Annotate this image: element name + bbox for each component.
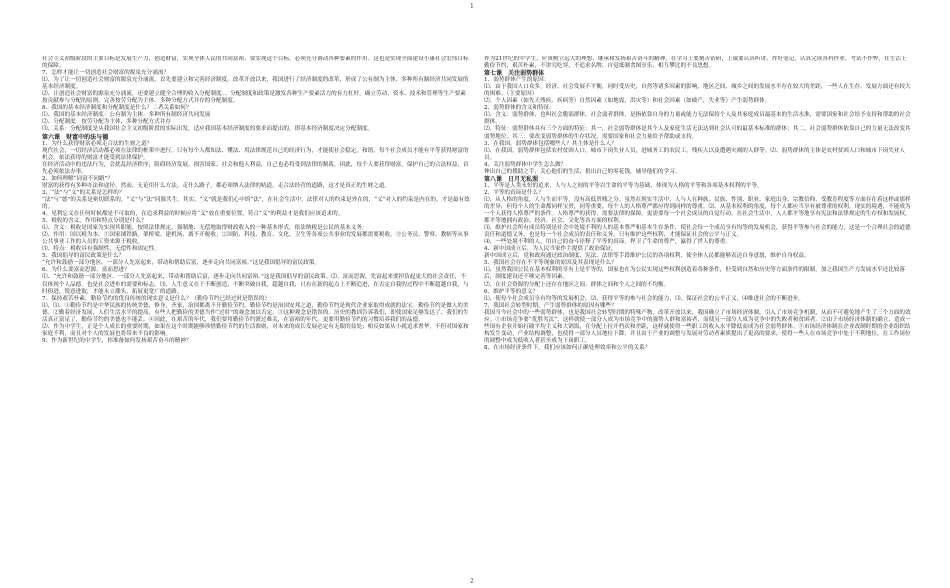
paragraph: ⑴、为了让一切创造社会财富的源泉充分涌流，首先要建立和完善经济制度。改革开放以来，我国进行了经济制度的改革，形成了公有制为主体、多种所有制经济共同发展的基本经济制度。 — [42, 77, 469, 91]
paragraph: ⑴、在我国，弱势群体包括农村贫困人口，城市下岗失业人员，进城务工的农民工，残疾人以及遭遇灾祸的人群等。⑵、弱势群体的主体是农村贫困人口和城市下岗失业人员。 — [484, 147, 906, 161]
question-line: 1、弱势群体产生的原因： — [484, 77, 550, 84]
paragraph: 财富的获得有多种办法和途径。然而，无论用什么方法，走什么路子，都必须纳入法律的轨道，走合法经营的道路，这才是真正的生财之道。 — [42, 182, 391, 189]
right-column — [484, 56, 912, 576]
question-line: 2、弱势群体的含义和特征： — [484, 105, 555, 112]
paragraph: ⑵、作用：国以税为本。①国家铺铁路、架桥梁、建机场、离不开税收；②国防、科技、教育、文化、卫生等各项公共事业的发展都需要税收。③公务员、警察、教师等从事公共事业工作的人员的工资来源于税收。 — [42, 232, 469, 246]
question-line: 9、作为新世纪的中学生，你准备如何发扬艰苦奋斗的精神？ — [42, 337, 192, 344]
paragraph: ⑴、含义：税收是国家为实现其职能，按照法律规定，强制地、无偿地取得财政收入的一种基本形式。依法纳税是公民的基本义务。 — [42, 225, 368, 232]
lesson-heading: 第六课 财富中的法与德 — [42, 133, 109, 141]
question-line: 5、我国倡导的富民政策是什么？ — [42, 253, 125, 260]
question-line: 5、我国社会存在不平等现象的原因及其表现是什么？ — [484, 260, 617, 267]
paragraph: 现代社会，一切经济活动都必须在法律的框架中进行，只有每个人都知法、懂法、用法律规范自己的经济行为，才能使社会稳定，和谐。每个社会成员才能有平等获得财富的机会，依法获得的财富才能受到法律保护。 — [42, 147, 469, 161]
lesson-heading: 第七课 关注弱势群体 — [484, 70, 545, 78]
paragraph: 伸出自己的援助之手，关心他们的生活，捐出自己的零花钱，辅导他们的学习。 — [484, 168, 681, 175]
paragraph: ⑵、在社会资源的分配上还存在地区之间、群体之间和个人之间的不均衡。 — [484, 281, 670, 288]
paragraph: ⑵、作为中学生，正是个人成长的重要时期，如果在这个时期能够珍惜勤俭节约的生活准则，对未来的成长发展必定有无限的益处；相反如果从小就追求奢华，不但对国家和家庭不利，而且对个人的发展也将带来不良的影响。 — [42, 323, 469, 337]
page-number-top: 1 — [470, 3, 474, 10]
question-line: 7、保持艰苦朴素，勤俭节约的优良传统的现实意义是什么？（勤俭节约已经过时是错误的） — [42, 295, 271, 302]
paragraph: ⑶、关系：分配制度是从我国社会主义初级阶段的实际出发，适应我国基本经济制度的要求而提出的，即基本经济制度决定分配制度。 — [42, 126, 374, 133]
paragraph: ⑴、从人格的角度，人与生而平等，没有高低贵贱之分。虽然在现实生活中，人与人在种族、民族、性别、职业、家庭出身、宗教信仰、受教育程度等方面存在着这样或那样的差异，但每个人的生命都同样宝贵，同等重要，每个人的人格尊严都应得到同样的尊重。⑵、从基本权利的角度，每个人都应当享有被尊重的权利。现实的境遇，不能成为一个人获得人格尊严的条件。人格尊严的获得，需要法律的保障，更需要每一个社会成员的自觉行动。在社会生活中，人人都平等地享有宪法和法律规定的生存权和发展权，都平等地拥有政治、经济、社会、文化等各方面的权利。 — [484, 196, 911, 225]
lesson-heading: 第八课 日月无私照 — [484, 175, 539, 183]
question-line: 4、关注弱势群体中学生怎么做？ — [484, 161, 567, 168]
question-line: 2、如何理解“同富不同路”？ — [42, 175, 114, 182]
paragraph: ⑴、由于我国人口众多，经济、社会发展不平衡，同时受历史，自然等诸多因素的影响，地区之间、城乡之间的发展水平存在较大的差距，一些人在生存、发展方面还有较大的困难。（主要原因） — [484, 84, 911, 98]
paragraph: 4、新中国成立后，为人民当家作主提供了政治保证。 — [484, 246, 617, 253]
paragraph: 社会主义初级阶段的主要目标是发展生产力，创造财富，实现全体人民的共同富裕。要实现这个目标，必须充分调动各种要素的作用。这也是实现全面建设小康社会宏伟目标的保障。 — [42, 56, 469, 70]
paragraph: ⑵、特征：弱势群体具有三个方面的特征：其一，社会弱势群体是其个人及家庭生活无法达到社会认可的最基本标准的群体；其二，社会弱势群体依靠自己的力量无法改变其弱势地位；其三：要改变弱势群体的生存状况，需要国家和社会力量给予帮助或支持。 — [484, 126, 911, 140]
left-column — [42, 56, 470, 576]
question-line: 8、在市场经济条件下，我们应该如何正确处理效率和公平的关系？ — [484, 344, 651, 351]
paragraph: 作为21世纪的中学生，应该树立远大的理想，继承和发扬艰苦奋斗的精神，在学习上要刻苦钻研，上课要认真听讲，作好笔记，认真完成各科作业，考试不作弊，在生活上勤俭节约，艰苦朴素，不讲究吃穿，不追求名牌，自觉抵制贪图享乐，相互攀比的不良思想。 — [484, 56, 907, 70]
paragraph: ⑴、使每个社会成员享有均等的发展机会，⑵、获得平等的参与社会的能力，⑶、保证社会的公平正义。⑷维进社会的不断进步。 — [484, 295, 804, 302]
paragraph: 我国当今社会中的一些弱势群体，也是我国社会转型时期的特殊产物。改革开放以来，我国确立了市场经济体制，引入了市场竞争机制，从而不可避免地产生了三个方面的效应。①市场竞争要“优胜劣汰”，这样就使一部分人成为市场竞争中的强势人群和富裕者，而使另一部分人成为竞争中的失败者和贫困者。②由于市场经济体制的确立，造成一些国有企业开始打破平均主义和大锅饭，在分配上拉开档次和差距，这样就使得一些职工的收入水平降低而成为社会弱势群体。③市场经济体制在企业改制时期的企业组织结构发生变动，产业结构调整，也使得一部分人员地位下降，并且由于产业的调整与发展对劳动者素质提出了更高的要求，使得一些人在市场竞争中处于不利地位，在工作岗位的调整中成为低收入者甚至成为下岗职工。 — [484, 309, 911, 344]
paragraph: ⑵、分配制度：按劳分配为主体、多种分配方式并存 — [42, 119, 172, 126]
question-line: 3、在我国，弱势群体包括哪些人？其主体是什么人？ — [484, 140, 617, 147]
paragraph: 新中国成立后，党和政府通过政治制度、宪法、法律等手段维护公民的各项权利，使全体人民都能够表达自身意愿，维护自身权益。 — [484, 253, 810, 260]
paragraph: ⑵、让创造社会财富的源泉充分涌流，还要建立健全合理的收入分配制度。。分配制度和政策是激发各种生产要素活力的有力杠杆，确立劳动、资本、技术和管理等生产要素按贡献参与分配的原则，完善按劳分配为主体、多种分配方式并存的分配制度。 — [42, 91, 466, 105]
question-line: 6、为什么要富而思源、富而思进？ — [42, 267, 130, 274]
question-line: 3、“法”与“义”的关系是怎样的？ — [42, 189, 125, 196]
question-line: 1、为什么获得财富必须走合法的生财之道？ — [42, 140, 153, 147]
question-line: 7、我国社会转型时期，产生弱势群体的原因有哪些？ — [484, 302, 617, 309]
paragraph: “允许和鼓励一部分地区、一部分人先富起来，带动和帮助后富，逐步走向共同富裕。”这是我国倡导的富民政策。 — [42, 260, 321, 267]
paragraph: 1、平等是人类永恒的追求，人与人之间的平等以生命的平等为基础，体现为人格的平等和各项基本权利的平等。 — [484, 182, 763, 189]
paragraph: ⑵、个人因素（如先天残疾、疾病等）自然因素（如地震，洪灾等）和社会因素（如破产，失业等）产生弱势群体。 — [484, 98, 771, 105]
paragraph: ⑴、我国的基本经济制度：公有制为主体、多种所有制经济共同发展 — [42, 112, 211, 119]
question-line: 7、怎样才能让一切创造社会财富的源泉充分涌流？ — [42, 70, 170, 77]
question-line: 6、维护平等的意义？ — [484, 288, 539, 295]
paragraph: “法”与“德”的关系是密切联系的，“义”与“法”同源共生。其实，“义”就是我们心中的“法”，在社会生活中，法律对人的约束是外在的，“义”对人的约束是内在的，才是最有效的。 — [42, 196, 470, 210]
paragraph: ⑶、维护社会所有成员特别是社会中处境不利的人的基本尊严和基本生存条件，使社会每一个成员享有均等的发展机会，获得平等参与社会的能力，这是一个合理社会的道德责任和道德义务，也是每一个社会成员的责任和义务，只有维护这些权利，才能保证社会的公平与正义。 — [484, 225, 911, 239]
paragraph: ⑷、一些处境不利的人，用自己的奋斗诠释了平等的真谛，捍卫了生命的尊严，赢得了世人的尊重。 — [484, 239, 732, 246]
paragraph: 4、见利忘义在任何时候都是不可取的，在追求利益的时候应将“义”放在重要位置，符合“义”的利益才是我们应该追求的。 — [42, 211, 344, 218]
paragraph: ⑴、“允许和鼓励一部分地区、一部分人先富起来，带动和帮助后富，逐步走向共同富裕。”这是我国倡导的富民政策。⑵、富而思源，先富起来要担负起更大的社会责任，不仅体现个人品德，也是社会进步的需要和标志。⑶、人生意义在于不断创造，不断突破自我，超越自我，只有在新的起点上不断追进，在否定自我的过程中不断超越自我，与时俱进，锐意进取，才能永立潮头，拓展更宽广的道路。 — [42, 274, 469, 295]
paragraph: ⑴、⑴、①勤俭节约是中华民族的传统美德，修身，齐家，治国都离不开勤俭节约，勤俭节约是治国安邦之道，勤俭节约是现代企业家取得成就的法宝。勤俭节约是做人的美德。②勤着经济发展，人们生活水平的提高，有些人把勤俭的美德当作“过时”的观念加以否定。③这种观念是错误的。历史的教训告诉我们，即使国家足够发达了，我们的生活真正富足了，勤俭节约的美德也不能丢。④因此，在艰苦的年代，我们要用勤俭节约渡过难关，在富裕的年代，更要用勤俭节约的习惯培养我们的品德。 — [42, 302, 469, 323]
question-line: 8、我国的基本经济制度和分配制度是什么？二者关系如何？ — [42, 105, 192, 112]
page-number-bottom: 2 — [470, 578, 474, 585]
paragraph: ⑶、特点：税收具有强制性、无偿性和固定性。 — [42, 246, 160, 253]
paragraph: 在经济活动中的违法行为，会扰乱经济秩序，阻碍经济发展，损害国家、社会和他人利益，自己也必将受到法律的制裁。因此，每个人要获得财富，保护自己的合法权益，首先必须依法办事。 — [42, 161, 469, 175]
question-line: 5、税收的含义、作用和特点分别是什么？ — [42, 218, 147, 225]
paragraph: ⑴、含义：弱势群体，也叫社会脆弱群体，社会弱者群体，是指依靠自身的力量或能力无法保持个人及其家庭成员最基本的生活水准，需要国家和社会给予支持和帮助的社会群体。 — [484, 112, 911, 126]
paragraph: ⑴、虽然我国公民在基本权利的享有上是平等的，国家也在为公民实现这些权利创造着各种条件，但受到自然和历史等方面条件的限制，加之我国生产力发展水平还比较落后，制度建设还不够完善等因素。 — [484, 267, 906, 281]
question-line: 2、平等的真谛是什么？ — [484, 189, 544, 196]
